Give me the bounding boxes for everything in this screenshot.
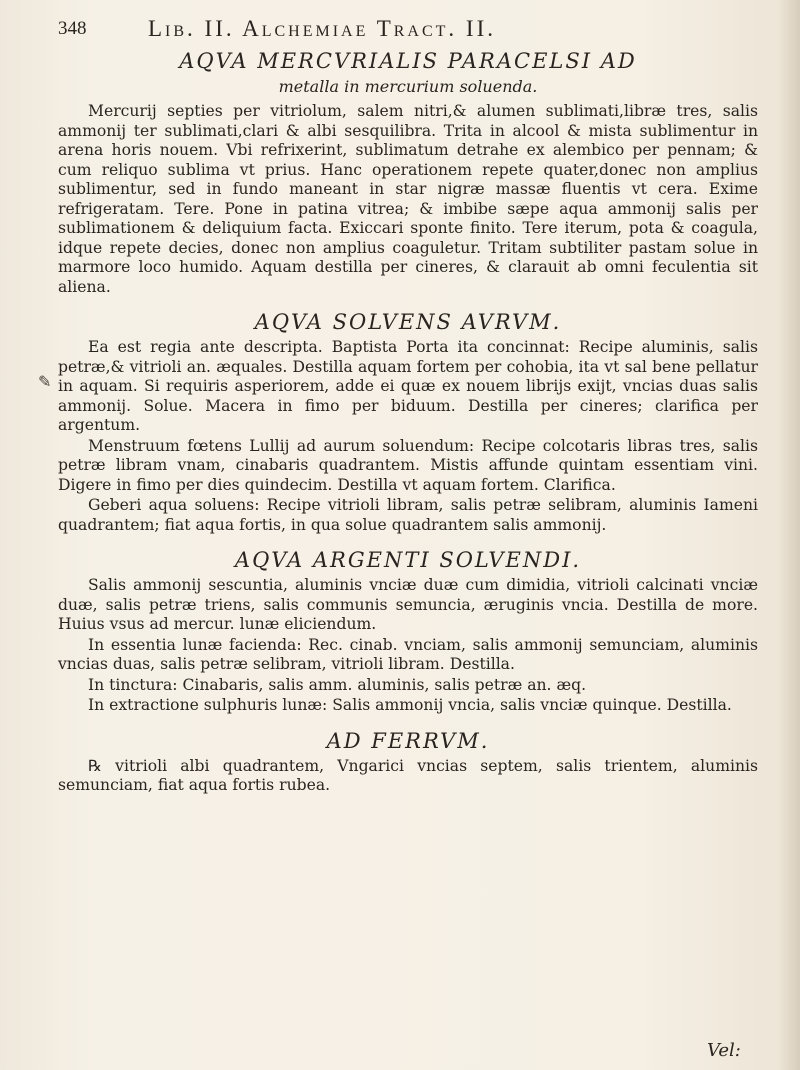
paragraph: In extractione sulphuris lunæ: Salis ammonij vncia, salis vnciæ quinque. Destilla.: [88, 696, 732, 714]
paragraph: Geberi aqua soluens: Recipe vitrioli libram, salis petræ selibram, aluminis Iameni quadrantem; fiat aqua fortis, in qua solue quadrantem salis ammonij.: [58, 496, 758, 534]
running-title: Lib. II. Alchemiae Tract. II.: [148, 16, 496, 41]
section-title: AQVA ARGENTI SOLVENDI.: [234, 548, 582, 572]
paragraph: In tinctura: Cinabaris, salis amm. aluminis, salis petræ an. æq.: [88, 675, 587, 694]
section-title: AD FERRVM.: [326, 728, 490, 753]
page-body: [58, 48, 758, 796]
paragraph: Mercurij septies per vitriolum, salem nitri,& alumen sublimati,libræ tres, salis ammonij ter sublimati,clari & albi sesquilibra. Trita in alcool & mista sublimentur in arena horis nouem. Vbi refrixerint, sublimatum detrahe ex alembico per pennam; & cum reliquo sublima vt prius. Hanc operationem repete quater,donec non amplius sublimentur, sed in fundo maneant in star nigræ massæ fluentis vt cera. Exime refrigeratam. Tere. Pone in patina vitrea; & imbibe sæpe aqua ammonij salis per sublimationem & deliquium facta. Exiccari sponte finito. Tere iterum, pota & coagula, idque repete decies, donec non amplius coaguletur. Tritam subtiliter pastam solue in marmore loco humido. Aquam destilla per cineres, & clarauit ab omni feculentia sit aliena.: [58, 102, 758, 296]
catchword: Vel:: [707, 1040, 741, 1061]
paragraph: Salis ammonij sescuntia, aluminis vnciæ duæ cum dimidia, vitrioli calcinati vnciæ duæ, salis petræ triens, salis communis semuncia, æruginis vncia. Destilla de more. Huius vsus ad mercur. lunæ eliciendum.: [58, 576, 758, 633]
section-aqua-mercurialis: [58, 48, 758, 297]
paragraph: Menstruum fœtens Lullij ad aurum soluendum: Recipe colcotaris libras tres, salis petræ libram vnam, cinabaris quadrantem. Mistis affunde quintam essentiam vini. Digere in fimo per dies quindecim. Destilla vt aquam fortem. Clarifica.: [58, 436, 758, 494]
section-title: AQVA SOLVENS AVRVM.: [254, 310, 562, 334]
paragraph: Ea est regia ante descripta. Baptista Porta ita concinnat: Recipe aluminis, salis petræ,& vitrioli an. æquales. Destilla aquam fortem per cohobia, ita vt sal bene pellatur in aquam. Si requiris asperiorem, adde ei quæ ex nouem librijs exijt, vncias duas salis ammonij. Solue. Macera in fimo per biduum. Destilla per cineres; clarifica per argentum.: [58, 338, 758, 434]
section-aqua-solvens-aurum: [58, 309, 758, 535]
paragraph: In essentia lunæ facienda: Rec. cinab. vnciam, salis ammonij semunciam, aluminis vncias duas, salis petræ selibram, vitrioli libram. Destilla.: [58, 635, 758, 673]
margin-hand-mark: ✎: [38, 372, 52, 391]
section-aqua-argenti: [58, 547, 758, 716]
section-ad-ferrum: [58, 728, 758, 796]
section-subtitle: metalla in mercurium soluenda.: [278, 77, 538, 96]
page-number: 348: [58, 18, 87, 39]
page-edge-shadow: [778, 0, 800, 1070]
section-title: AQVA MERCVRIALIS PARACELSI AD: [179, 49, 637, 73]
paragraph: ℞ vitrioli albi quadrantem, Vngarici vncias septem, salis trientem, aluminis semunciam, fiat aqua fortis rubea.: [58, 756, 758, 794]
running-head: [58, 16, 758, 46]
